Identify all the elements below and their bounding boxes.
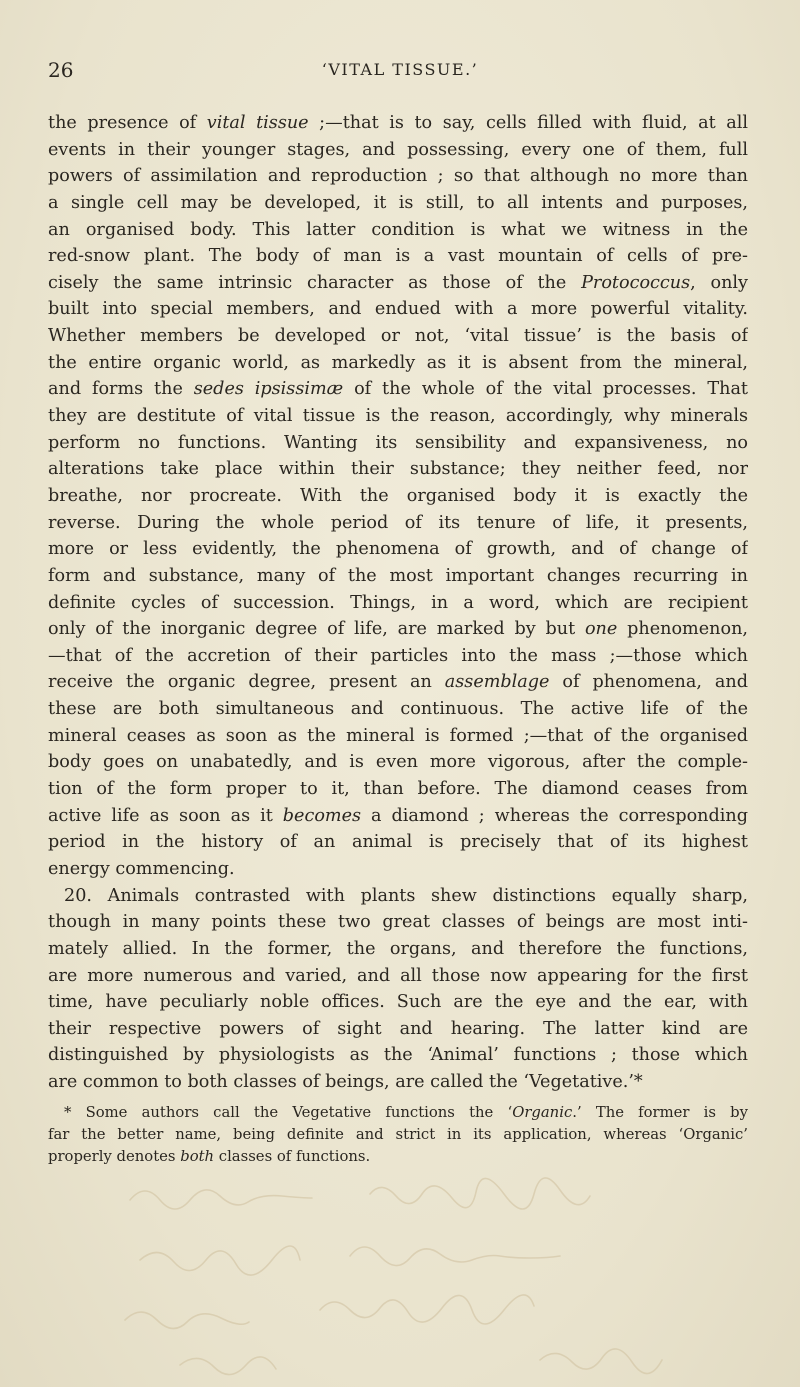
body-line (48, 350, 748, 377)
body-line (48, 856, 748, 883)
body-line (48, 270, 748, 297)
body-line (48, 163, 748, 190)
text-segment: alterations take place within their substance; they neither feed, nor (48, 459, 748, 480)
running-head: ‘VITAL TISSUE.’ (321, 60, 479, 79)
faint-handwriting-bleed (120, 1160, 740, 1380)
text-segment: a single cell may be developed, it is still, to all intents and purposes, (48, 192, 748, 213)
italic-text: both (180, 1148, 215, 1165)
body-line (48, 696, 748, 723)
body-line (48, 137, 748, 164)
body-line (48, 483, 748, 510)
body-line (48, 510, 748, 537)
text-segment: reverse. During the whole period of its tenure of life, it presents, (48, 512, 748, 533)
body-line (48, 296, 748, 323)
text-segment: , only (690, 272, 748, 293)
text-segment: and forms the (48, 379, 194, 400)
body-line (48, 803, 748, 830)
body-line (48, 243, 748, 270)
italic-text: vital tissue (206, 113, 309, 133)
page-header (48, 58, 752, 88)
text-segment: breathe, nor procreate. With the organised body it is exactly the (48, 485, 748, 506)
body-line (48, 110, 748, 137)
text-segment: far the better name, being definite and strict in its application, whereas ‘Organic’ (48, 1126, 748, 1143)
body-line (48, 1016, 748, 1043)
text-segment: are more numerous and varied, and all those now appearing for the first (48, 965, 748, 986)
text-segment: of the whole of the vital processes. That (343, 379, 748, 400)
text-segment: though in many points these two great classes of beings are most inti- (48, 912, 748, 933)
italic-text: Organic (512, 1104, 573, 1121)
text-segment: the presence of (48, 113, 207, 133)
body-line (48, 749, 748, 776)
text-segment: more or less evidently, the phenomena of growth, and of change of (48, 539, 748, 560)
text-segment: they are destitute of vital tissue is the reason, accordingly, why minerals (48, 406, 748, 427)
text-segment: cisely the same intrinsic character as those of the (48, 272, 582, 293)
body-line (48, 643, 748, 670)
text-segment: ;—that is to say, cells filled with fluid, at all (308, 113, 748, 133)
italic-text: Protococcus (581, 272, 691, 293)
body-line (48, 430, 748, 457)
text-segment: a diamond ; whereas the corresponding (361, 805, 748, 826)
text-segment: period in the history of an animal is precisely that of its highest (48, 832, 748, 853)
text-segment: form and substance, many of the most important changes recurring in (48, 565, 748, 586)
text-segment: definite cycles of succession. Things, in a word, which are recipient (48, 592, 748, 613)
text-segment: of phenomena, and (549, 672, 748, 693)
text-segment: tion of the form proper to it, than before. The diamond ceases from (48, 779, 748, 800)
body-line (48, 563, 748, 590)
body-line (48, 456, 748, 483)
page-number: 26 (48, 58, 74, 82)
body-line (48, 217, 748, 244)
body-line (48, 376, 748, 403)
italic-text: assemblage (444, 672, 550, 693)
body-line (48, 936, 748, 963)
text-segment: these are both simultaneous and continuous. The active life of the (48, 699, 748, 720)
body-line (48, 963, 748, 990)
text-segment: events in their younger stages, and possessing, every one of them, full (48, 139, 748, 160)
text-segment: are common to both classes of beings, are called the ‘Vegetative.’* (48, 1072, 643, 1093)
text-segment: classes of functions. (214, 1148, 371, 1165)
body-line (48, 669, 748, 696)
italic-text: one (584, 619, 618, 640)
italic-text: sedes ipsissimæ (193, 379, 344, 400)
text-segment: built into special members, and endued with a more powerful vitality. (48, 299, 748, 320)
text-segment: an organised body. This latter condition is what we witness in the (48, 219, 748, 240)
text-segment: properly denotes (48, 1148, 181, 1165)
text-segment: perform no functions. Wanting its sensibility and expansiveness, no (48, 432, 748, 453)
body-line (48, 909, 748, 936)
footnote (48, 1102, 748, 1168)
body-line (48, 829, 748, 856)
body-line (48, 883, 748, 910)
text-segment: .’ The former is by (572, 1104, 748, 1121)
text-segment: 20. Animals contrasted with plants shew distinctions equally sharp, (64, 885, 748, 906)
text-segment: mineral ceases as soon as the mineral is formed ;—that of the organised (48, 725, 748, 746)
footnote-line (48, 1102, 748, 1124)
text-segment: energy commencing. (48, 858, 235, 879)
body-line (48, 1069, 748, 1096)
footnote-line (48, 1124, 748, 1146)
text-segment: mately allied. In the former, the organs, and therefore the functions, (48, 938, 748, 959)
body-line (48, 989, 748, 1016)
text-segment: active life as soon as it (48, 805, 283, 826)
text-segment: —that of the accretion of their particles into the mass ;—those which (48, 645, 748, 666)
text-segment: * Some authors call the Vegetative functions the ‘ (64, 1104, 513, 1121)
text-segment: powers of assimilation and reproduction ; so that although no more than (48, 166, 748, 187)
text-segment: the entire organic world, as markedly as it is absent from the mineral, (48, 352, 748, 373)
text-segment: receive the organic degree, present an (48, 672, 445, 693)
body-line (48, 776, 748, 803)
text-segment: their respective powers of sight and hearing. The latter kind are (48, 1018, 748, 1039)
body-line (48, 403, 748, 430)
italic-text: becomes (282, 805, 362, 826)
body-line (48, 323, 748, 350)
body-line (48, 616, 748, 643)
body-line (48, 190, 748, 217)
text-segment: body goes on unabatedly, and is even more vigorous, after the comple- (48, 752, 748, 773)
text-segment: time, have peculiarly noble offices. Such are the eye and the ear, with (48, 992, 748, 1013)
body-line (48, 1042, 748, 1069)
text-segment: only of the inorganic degree of life, are marked by but (48, 619, 585, 640)
body-line (48, 536, 748, 563)
text-segment: distinguished by physiologists as the ‘Animal’ functions ; those which (48, 1045, 748, 1066)
body-line (48, 723, 748, 750)
body-text (48, 110, 748, 1096)
text-segment: phenomenon, (617, 619, 748, 640)
text-segment: Whether members be developed or not, ‘vital tissue’ is the basis of (48, 326, 748, 347)
body-line (48, 590, 748, 617)
text-segment: red-snow plant. The body of man is a vast mountain of cells of pre- (48, 246, 748, 267)
